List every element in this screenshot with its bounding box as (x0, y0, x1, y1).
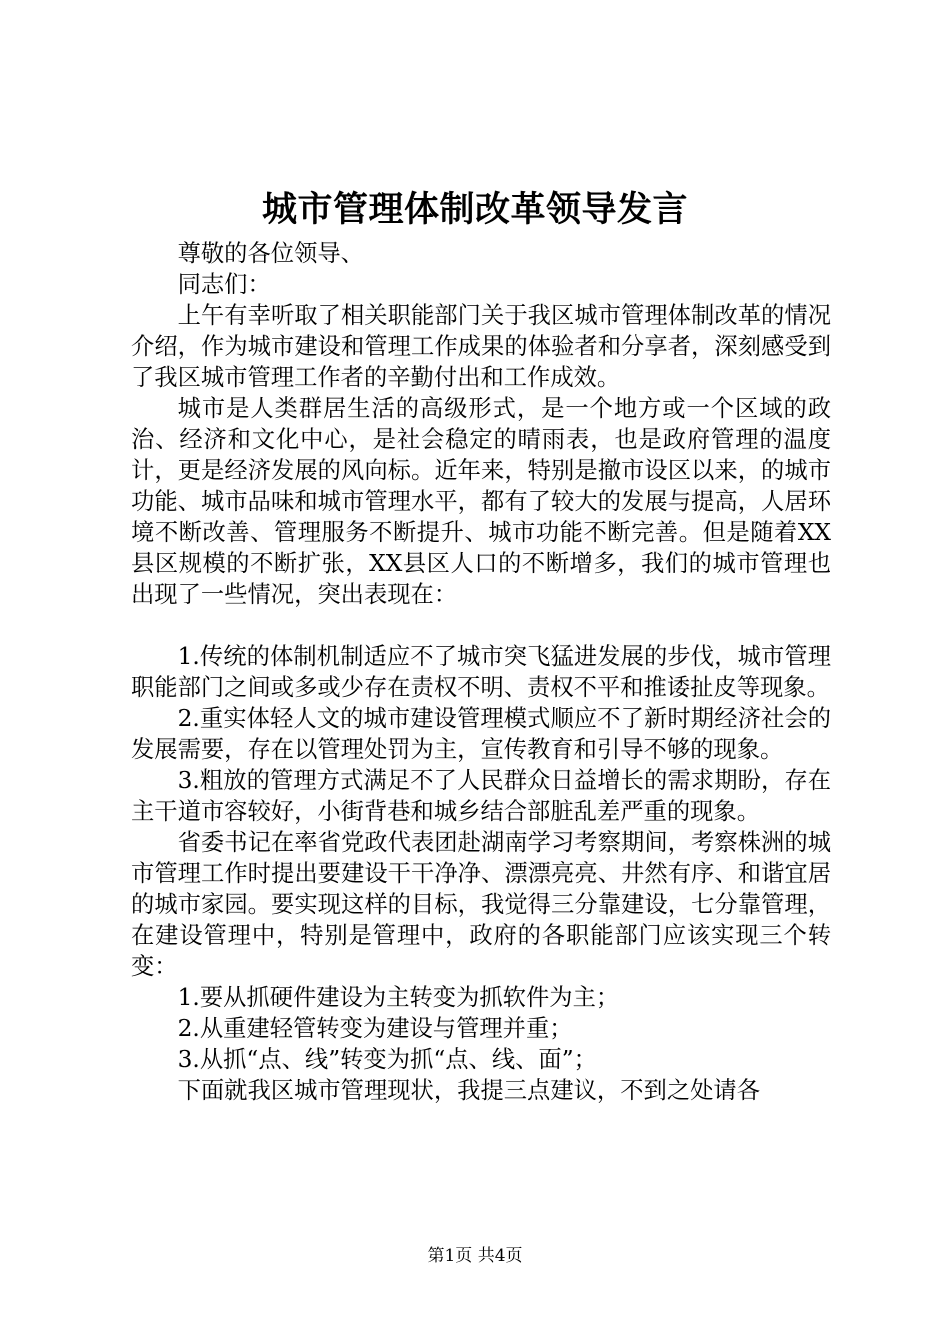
list-item-shift-3: 3.从抓“点、线”转变为抓“点、线、面”； (177, 1046, 597, 1073)
list-item-shift-1: 1.要从抓硬件建设为主转变为抓软件为主； (177, 984, 620, 1011)
salutation-line-1: 尊敬的各位领导、 (177, 240, 364, 267)
list-item-problem-2: 2.重实体轻人文的城市建设管理模式顺应不了新时期经济社会的发展需要，存在以管理处罚为主，宣传教育和引导不够的现象。 (131, 705, 831, 763)
document-body (131, 238, 831, 1106)
list-item-problem-3: 3.粗放的管理方式满足不了人民群众日益增长的需求期盼，存在主干道市容较好，小街背巷和城乡结合部脏乱差严重的现象。 (131, 767, 831, 825)
paragraph-city-overview: 城市是人类群居生活的高级形式，是一个地方或一个区域的政治、经济和文化中心，是社会稳定的晴雨表，也是政府管理的温度计，更是经济发展的风向标。近年来，特别是撤市设区以来，的城市功能、城市品味和城市管理水平，都有了较大的发展与提高，人居环境不断改善、管理服务不断提升、城市功能不断完善。但是随着XX县区规模的不断扩张，XX县区人口的不断增多，我们的城市管理也出现了一些情况，突出表现在： (131, 395, 831, 608)
salutation-line-2: 同志们： (177, 271, 271, 298)
paragraph-provincial-secretary: 省委书记在率省党政代表团赴湖南学习考察期间，考察株洲的城市管理工作时提出要建设干干净净、漂漂亮亮、井然有序、和谐宜居的城市家园。要实现这样的目标，我觉得三分靠建设，七分靠管理，在建设管理中，特别是管理中，政府的各职能部门应该实现三个转变： (131, 829, 831, 980)
paragraph-suggestions-intro: 下面就我区城市管理现状，我提三点建议，不到之处请各 (177, 1077, 761, 1104)
document-title: 城市管理体制改革领导发言 (261, 189, 688, 230)
page-indicator: 第1页 共4页 (427, 1246, 523, 1266)
list-item-shift-2: 2.从重建轻管转变为建设与管理并重； (177, 1015, 573, 1042)
paragraph-intro: 上午有幸听取了相关职能部门关于我区城市管理体制改革的情况介绍，作为城市建设和管理工作成果的体验者和分享者，深刻感受到了我区城市管理工作者的辛勤付出和工作成效。 (131, 302, 831, 391)
paragraph-spacer (131, 610, 831, 641)
list-item-problem-1: 1.传统的体制机制适应不了城市突飞猛进发展的步伐，城市管理职能部门之间或多或少存在责权不明、责权不平和推诿扯皮等现象。 (131, 643, 831, 701)
